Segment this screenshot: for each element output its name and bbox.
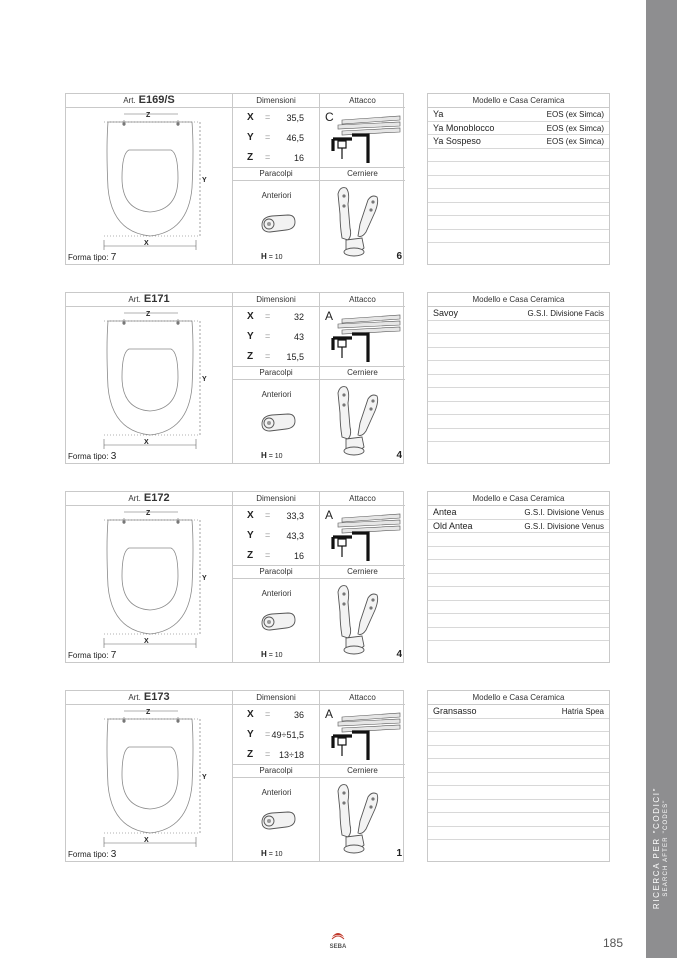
- seat-shape-panel: [66, 506, 233, 663]
- seat-outline: [107, 520, 193, 634]
- seat-drawing: [96, 307, 206, 452]
- empty-model-row: [428, 402, 609, 416]
- paracolpi-panel: [233, 380, 320, 464]
- seat-inner-outline: [122, 548, 178, 610]
- equals-sign: =: [265, 749, 271, 759]
- equals-sign: =: [265, 152, 271, 162]
- equals-sign: =: [265, 550, 271, 560]
- article-code: E171: [143, 293, 170, 305]
- seat-outline: [107, 719, 193, 833]
- article-header: [66, 94, 233, 108]
- height-value: = 10: [268, 254, 283, 261]
- model-row: [428, 506, 609, 520]
- models-header: Modello e Casa Ceramica: [428, 293, 609, 307]
- sidebar-title: RICERCA PER "CODICI": [652, 786, 661, 910]
- attacco-panel: [320, 705, 405, 765]
- cerniere-header: Cerniere: [320, 566, 405, 579]
- dimension-x-label: X: [247, 709, 254, 720]
- seat-shape-panel: [66, 108, 233, 265]
- model-row: [428, 135, 609, 149]
- equals-sign: =: [265, 530, 271, 540]
- dimensions-panel: [233, 108, 320, 168]
- seat-outline: [107, 321, 193, 435]
- models-table: [427, 491, 610, 663]
- page-number: 185: [603, 936, 624, 950]
- model-row: [428, 705, 609, 719]
- empty-model-row: [428, 334, 609, 348]
- seba-logo-text: SEBA: [329, 944, 347, 950]
- cerniere-panel: [320, 181, 405, 265]
- seat-inner-outline: [122, 150, 178, 212]
- seat-shape-panel: [66, 307, 233, 464]
- attacco-header: Attacco: [320, 94, 405, 108]
- attacco-panel: [320, 307, 405, 367]
- model-manufacturer: EOS (ex Simca): [546, 123, 604, 133]
- model-row: [428, 108, 609, 122]
- dimension-x-label: X: [247, 112, 254, 123]
- cerniere-header: Cerniere: [320, 168, 405, 181]
- forma-tipo: [68, 252, 116, 263]
- attacco-type: A: [325, 309, 334, 323]
- seba-logo: [322, 928, 354, 950]
- equals-sign: =: [265, 331, 271, 341]
- empty-model-row: [428, 149, 609, 163]
- article-header: [66, 691, 233, 705]
- dimension-x-label: X: [247, 311, 254, 322]
- attacco-fixing-icon: [328, 509, 404, 565]
- model-manufacturer: G.S.I. Divisione Facis: [527, 309, 604, 318]
- empty-model-row: [428, 361, 609, 375]
- empty-model-row: [428, 429, 609, 443]
- dimension-x-label: X: [247, 510, 254, 521]
- forma-label: Forma tipo:: [68, 452, 109, 461]
- paracolpi-header: Paracolpi: [233, 566, 320, 579]
- forma-number: 3: [110, 849, 117, 860]
- dimension-y-label: Y: [247, 530, 254, 541]
- dimension-z-value: 16: [293, 153, 304, 163]
- dim-label-x: X: [144, 439, 149, 446]
- forma-label: Forma tipo:: [68, 651, 109, 660]
- model-name: Gransasso: [433, 706, 477, 716]
- models-rows: [428, 705, 609, 854]
- empty-model-row: [428, 628, 609, 642]
- forma-number: 7: [110, 650, 117, 661]
- model-manufacturer: EOS (ex Simca): [546, 137, 604, 146]
- seat-outline: [107, 122, 193, 236]
- empty-model-row: [428, 176, 609, 190]
- empty-model-row: [428, 773, 609, 787]
- empty-model-row: [428, 533, 609, 547]
- anteriori-label: Anteriori: [261, 788, 292, 797]
- models-rows: [428, 108, 609, 257]
- attacco-fixing-icon: [328, 708, 404, 764]
- empty-model-row: [428, 321, 609, 335]
- empty-model-row: [428, 203, 609, 217]
- empty-model-row: [428, 375, 609, 389]
- hinge-icon: [332, 184, 382, 260]
- equals-sign: =: [265, 709, 271, 719]
- dimension-y-label: Y: [247, 729, 254, 740]
- dimension-z-row: [233, 349, 320, 369]
- model-manufacturer: G.S.I. Divisione Venus: [524, 521, 604, 531]
- dimension-z-value: 13÷18: [279, 750, 304, 760]
- cerniere-panel: [320, 579, 405, 663]
- dimension-x-row: [233, 309, 320, 329]
- paracolpi-header: Paracolpi: [233, 367, 320, 380]
- dimensioni-header: Dimensioni: [233, 94, 320, 108]
- empty-model-row: [428, 348, 609, 362]
- models-rows: [428, 307, 609, 456]
- product-card-e173: [65, 690, 404, 862]
- bumper-height: [261, 650, 283, 659]
- equals-sign: =: [265, 132, 271, 142]
- model-manufacturer: EOS (ex Simca): [546, 110, 604, 119]
- models-table: [427, 292, 610, 464]
- dimension-z-label: Z: [247, 152, 254, 163]
- height-label: H: [261, 849, 267, 858]
- article-header: [66, 492, 233, 506]
- cerniere-quantity: 4: [396, 649, 402, 660]
- product-card-e171: [65, 292, 404, 464]
- dimensioni-header: Dimensioni: [233, 492, 320, 506]
- model-row: [428, 520, 609, 534]
- empty-model-row: [428, 189, 609, 203]
- dimension-y-row: [233, 329, 320, 349]
- empty-model-row: [428, 230, 609, 244]
- seba-logo-icon: [331, 929, 345, 941]
- empty-model-row: [428, 162, 609, 176]
- bumper-height: [261, 451, 283, 460]
- equals-sign: =: [265, 311, 271, 321]
- model-name: Savoy: [433, 308, 459, 318]
- models-header: Modello e Casa Ceramica: [428, 94, 609, 108]
- seat-inner-outline: [122, 747, 178, 809]
- paracolpi-header: Paracolpi: [233, 168, 320, 181]
- dim-label-z: Z: [146, 112, 151, 119]
- empty-model-row: [428, 216, 609, 230]
- attacco-panel: [320, 506, 405, 566]
- forma-number: 3: [110, 451, 117, 462]
- equals-sign: =: [265, 729, 271, 739]
- model-manufacturer: Hatria Spea: [561, 707, 604, 716]
- dimensioni-header: Dimensioni: [233, 691, 320, 705]
- models-table: [427, 690, 610, 862]
- dimensions-panel: [233, 307, 320, 367]
- cerniere-quantity: 4: [396, 450, 402, 461]
- hinge-icon: [332, 383, 382, 459]
- cerniere-header: Cerniere: [320, 367, 405, 380]
- article-code: E172: [143, 492, 170, 504]
- empty-model-row: [428, 746, 609, 760]
- dimension-y-value: 43,3: [286, 531, 304, 541]
- models-header: Modello e Casa Ceramica: [428, 691, 609, 705]
- dimension-x-value: 36: [293, 710, 304, 720]
- cerniere-header: Cerniere: [320, 765, 405, 778]
- equals-sign: =: [265, 112, 271, 122]
- empty-model-row: [428, 415, 609, 429]
- empty-model-row: [428, 827, 609, 841]
- model-manufacturer: G.S.I. Divisione Venus: [524, 508, 604, 517]
- dimension-y-label: Y: [247, 331, 254, 342]
- dim-label-z: Z: [146, 311, 151, 318]
- paracolpi-panel: [233, 778, 320, 862]
- attacco-type: A: [325, 508, 334, 522]
- model-name: Ya Sospeso: [433, 136, 481, 146]
- forma-tipo: [68, 849, 116, 860]
- dimension-z-value: 16: [293, 551, 304, 561]
- forma-tipo: [68, 650, 116, 661]
- article-label: Art.: [128, 295, 141, 304]
- dim-label-x: X: [144, 638, 149, 645]
- cerniere-quantity: 1: [396, 848, 402, 859]
- model-row: [428, 307, 609, 321]
- dimension-z-label: Z: [247, 749, 254, 760]
- dimension-y-value: 43: [293, 332, 304, 342]
- article-code: E169/S: [138, 94, 175, 106]
- dim-label-z: Z: [146, 510, 151, 517]
- dim-label-z: Z: [146, 709, 151, 716]
- model-name: Old Antea: [433, 520, 473, 531]
- cerniere-panel: [320, 778, 405, 862]
- sidebar-subtitle: SEARCH AFTER "CODES": [663, 799, 669, 897]
- dimension-z-value: 15,5: [286, 352, 304, 362]
- seat-drawing: [96, 108, 206, 253]
- dimension-y-label: Y: [247, 132, 254, 143]
- sidebar-caption: [652, 738, 670, 958]
- dimension-z-row: [233, 747, 320, 767]
- empty-model-row: [428, 547, 609, 561]
- model-name: Ya: [433, 109, 444, 119]
- article-header: [66, 293, 233, 307]
- seat-drawing: [96, 506, 206, 651]
- empty-model-row: [428, 759, 609, 773]
- empty-model-row: [428, 732, 609, 746]
- attacco-header: Attacco: [320, 293, 405, 307]
- model-row: [428, 122, 609, 136]
- model-name: Antea: [433, 507, 457, 517]
- dim-label-y: Y: [202, 376, 207, 383]
- forma-tipo: [68, 451, 116, 462]
- empty-model-row: [428, 243, 609, 257]
- product-card-e172: [65, 491, 404, 663]
- height-label: H: [261, 650, 267, 659]
- dimension-x-value: 32: [293, 312, 304, 322]
- models-header: Modello e Casa Ceramica: [428, 492, 609, 506]
- height-value: = 10: [268, 652, 283, 659]
- equals-sign: =: [265, 510, 271, 520]
- paracolpi-panel: [233, 181, 320, 265]
- product-card-e169s: [65, 93, 404, 265]
- paracolpi-panel: [233, 579, 320, 663]
- empty-model-row: [428, 641, 609, 655]
- forma-number: 7: [110, 252, 117, 263]
- dimension-y-value: 46,5: [286, 133, 304, 143]
- dimension-x-value: 35,5: [286, 113, 304, 123]
- anteriori-label: Anteriori: [261, 191, 292, 200]
- models-table: [427, 93, 610, 265]
- dimension-y-row: [233, 130, 320, 150]
- bumper-height: [261, 252, 283, 261]
- empty-model-row: [428, 614, 609, 628]
- dimension-x-row: [233, 707, 320, 727]
- dim-label-y: Y: [202, 177, 207, 184]
- height-value: = 10: [268, 453, 283, 460]
- empty-model-row: [428, 587, 609, 601]
- attacco-panel: [320, 108, 405, 168]
- attacco-fixing-icon: [328, 111, 404, 167]
- seat-inner-outline: [122, 349, 178, 411]
- empty-model-row: [428, 388, 609, 402]
- seat-shape-panel: [66, 705, 233, 862]
- bumper-icon: [258, 211, 298, 237]
- article-code: E173: [143, 691, 170, 703]
- cerniere-panel: [320, 380, 405, 464]
- hinge-icon: [332, 781, 382, 857]
- models-rows: [428, 506, 609, 655]
- empty-model-row: [428, 786, 609, 800]
- dimensions-panel: [233, 705, 320, 765]
- anteriori-label: Anteriori: [261, 589, 292, 598]
- empty-model-row: [428, 800, 609, 814]
- dimensions-panel: [233, 506, 320, 566]
- height-label: H: [261, 451, 267, 460]
- dimension-z-label: Z: [247, 550, 254, 561]
- forma-label: Forma tipo:: [68, 850, 109, 859]
- empty-model-row: [428, 442, 609, 456]
- article-label: Art.: [128, 494, 141, 503]
- dimension-x-row: [233, 508, 320, 528]
- empty-model-row: [428, 574, 609, 588]
- dim-label-x: X: [144, 240, 149, 247]
- height-value: = 10: [268, 851, 283, 858]
- paracolpi-header: Paracolpi: [233, 765, 320, 778]
- forma-label: Forma tipo:: [68, 253, 109, 262]
- dimension-y-row: [233, 727, 320, 747]
- dimension-z-row: [233, 150, 320, 170]
- model-name: Ya Monoblocco: [433, 122, 495, 133]
- empty-model-row: [428, 840, 609, 854]
- dimension-y-value: 49÷51,5: [271, 730, 304, 740]
- dim-label-y: Y: [202, 575, 207, 582]
- attacco-header: Attacco: [320, 691, 405, 705]
- bumper-icon: [258, 410, 298, 436]
- attacco-header: Attacco: [320, 492, 405, 506]
- bumper-height: [261, 849, 283, 858]
- dimension-y-row: [233, 528, 320, 548]
- dim-label-x: X: [144, 837, 149, 844]
- dim-label-y: Y: [202, 774, 207, 781]
- hinge-icon: [332, 582, 382, 658]
- bumper-icon: [258, 609, 298, 635]
- height-label: H: [261, 252, 267, 261]
- dimension-z-row: [233, 548, 320, 568]
- dimension-x-value: 33,3: [286, 511, 304, 521]
- bumper-icon: [258, 808, 298, 834]
- anteriori-label: Anteriori: [261, 390, 292, 399]
- equals-sign: =: [265, 351, 271, 361]
- dimension-x-row: [233, 110, 320, 130]
- dimension-z-label: Z: [247, 351, 254, 362]
- attacco-type: C: [325, 110, 334, 124]
- attacco-fixing-icon: [328, 310, 404, 366]
- empty-model-row: [428, 719, 609, 733]
- attacco-type: A: [325, 707, 334, 721]
- dimensioni-header: Dimensioni: [233, 293, 320, 307]
- empty-model-row: [428, 560, 609, 574]
- article-label: Art.: [128, 693, 141, 702]
- empty-model-row: [428, 601, 609, 615]
- cerniere-quantity: 6: [396, 251, 402, 262]
- article-label: Art.: [123, 96, 136, 105]
- empty-model-row: [428, 813, 609, 827]
- seat-drawing: [96, 705, 206, 850]
